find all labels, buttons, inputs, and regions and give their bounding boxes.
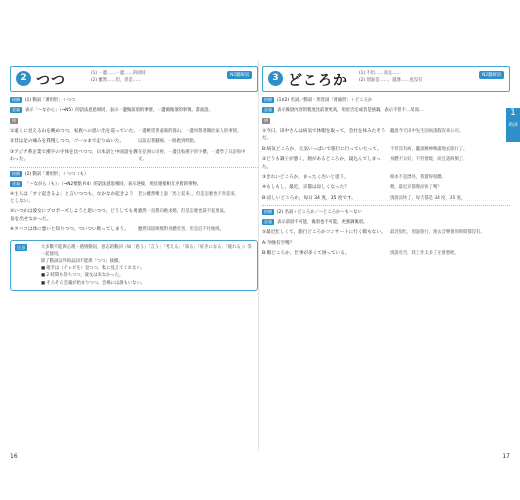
entry-number: 3 xyxy=(268,71,283,86)
example: ④もしもし，最近，京都は涼しくなった？ 喂，最近京都變涼快了嗎？ xyxy=(262,185,442,191)
level-tag: N2聽解詞 xyxy=(227,71,252,79)
example: B:暇どころか，仕事が多くて困っている。 別說有空，我工作太多了正發愁呢。 xyxy=(262,251,459,257)
meaning-row: 意義 表示「～なから」（→N5）的語法意思相同，表示一邊做前項的事情，一邊做後項的事情。書面語。 xyxy=(12,107,213,113)
entry-number: 2 xyxy=(16,71,31,86)
example: A:今晚有空嗎？ xyxy=(262,240,295,246)
example: ⑥タバコは体に悪いと知りつつ，ついつい吸ってしまう。 雖然知道吸煙對身體有害，但是忍不住地吸。 xyxy=(10,227,224,233)
example: ④主人は「すぐ起きるよ」と言いつつも，なかなか起きようとしない。老公雖然嘴上說「馬上起來」，但是怎麼也不肯起來。 xyxy=(10,191,239,205)
example: ①今日，田中さんは病気で休暇を取って，会社を休みたそうだ。聽說今天田中先生因病請假沒來公司。 xyxy=(262,129,464,142)
level-tag: N2聽解詞 xyxy=(479,71,504,79)
connection-row: 接續 (2) 名詞＋どころか／～ところか～も～ない xyxy=(264,209,362,216)
example: ③アジア系企業で漢字の字体を比べつつ，日本語と中国語を教わった。在亞洲公司裡，一邊比較漢字的字體，一邊學了日語和中文。 xyxy=(10,149,246,163)
page-number: 16 xyxy=(10,453,18,460)
example-label: 例 xyxy=(264,118,268,123)
example: ①遠くに見える山を眺めつつ，家族への思い出を巡っていた。一邊眺望著遠處的群山，一邊回想著關於家人的事情。 xyxy=(10,129,242,134)
entry-meanings: (1) 一邊……一邊……的同時 (2) 雖然……但，但是…… xyxy=(91,71,146,83)
meaning-row: 意義 「～ながら（も）」（→N2要點 P.4）的語法意思相同，表示逆接，用於連接相互矛盾的事物。 xyxy=(12,180,201,187)
page-number: 17 xyxy=(502,453,510,460)
entry-meanings: (1) 不但……而且…… (2) 別說是……，就連……也沒有 xyxy=(359,71,423,83)
example: B:病気どころか，元気いっぱいで旅行に行っていたって。 不但沒有病，聽說精神飽滿地去旅行了。 xyxy=(262,146,468,152)
left-page xyxy=(10,66,258,460)
entry-header xyxy=(10,66,258,92)
page-spine xyxy=(258,60,259,450)
right-page xyxy=(262,66,510,460)
divider xyxy=(262,205,510,206)
divider xyxy=(10,167,258,168)
entry-word: どころか xyxy=(288,73,348,89)
meaning-row: 意義 表示前項不可能，後項也不可能，更強調後項。 xyxy=(264,219,368,226)
chapter-tab[interactable]: 1 助詞 xyxy=(506,108,520,142)
meaning-row: 意義 表示後項內容的程度比前項更高，用於否定或者是強調，表示不但不…反而… xyxy=(264,107,424,113)
example: ②昔は足の痛みを我慢しつつ，ゴールまで走りぬいた。 以前忍著腳痛，一路跑到終點。 xyxy=(10,139,199,145)
example: ②どうも調子が悪く，熱があるどころか，寝込んでしまった。身體不太好，不但發燒，而且還病倒了。 xyxy=(262,157,468,170)
connection-row: 接續 (2) 動詞「連用形」＋つつ（も） xyxy=(12,170,89,177)
example: ⑤いつかは彼女にプロポーズしようと思いつつ，どうしても勇気を出せなかった。雖然一直想向她求婚，但是怎麼也鼓不起勇氣。 xyxy=(10,209,229,222)
entry-word: つつ xyxy=(36,73,66,89)
example: ⑤最近忙しくて，旅行どころかコンサートに行く暇もない。 最近很忙，別說旅行，連去音樂會的時間都沒有。 xyxy=(262,230,485,236)
connection-row: 接續 (1)(2) 名詞／動詞・形容詞「普通形」＋どころか xyxy=(264,97,373,103)
example: B:涼しいどころか，毎日 34 度，35 度です。 別說涼快了，每天都是 34 度、35 度。 xyxy=(262,195,466,201)
example-label: 例 xyxy=(12,118,16,123)
entry-header xyxy=(262,66,510,92)
note-box: 注意 大多數不能與心理・感情動詞，意志的動詞（如「思う」「言う」「考える」「知る」「好きになる」「疲れる」）等一起使用， 除了動詞以外的品詞不能與「つつ」接續。 ■ 歌手は（テレビを）見つつ，私に見えてくれない。 ■ 2 時間も待ちつつ，彼女は来なかった。 ■ そろそろ会議が始まりつつ，会場には誰もいない。 xyxy=(10,240,258,291)
example: ③きれいどころか，まったく汚いと思う。 根本不是漂亮，我覺得很髒。 xyxy=(262,175,446,181)
connection-row: 接續 (1) 動詞「連用形」＋つつ xyxy=(12,97,76,103)
